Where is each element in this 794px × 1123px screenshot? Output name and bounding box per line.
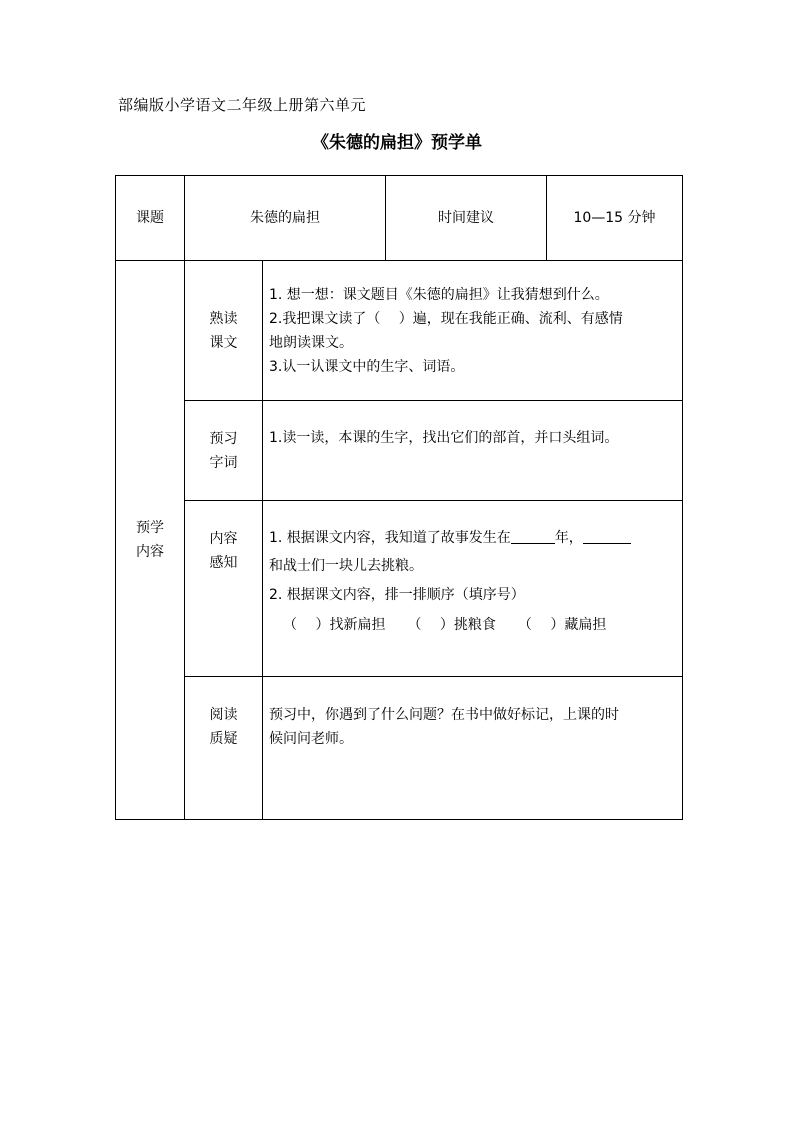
section-row-read: [116, 261, 683, 401]
content-line: [269, 524, 674, 552]
content-line: 地朗读课文。: [269, 334, 353, 351]
doc-title: 《朱德的扁担》预学单: [312, 133, 482, 153]
order-option[interactable]: （ ）找新扁担: [283, 617, 386, 633]
section-label-read: [185, 261, 263, 401]
section-row-questions: [116, 677, 683, 820]
label-line: 内容: [209, 531, 238, 547]
section-label-comprehension: [185, 501, 263, 677]
label-line: 感知: [209, 555, 238, 571]
topic-value: 朱德的扁担: [185, 176, 386, 261]
section-content-questions: [263, 677, 683, 820]
label-line: 预习: [209, 430, 238, 447]
label-line: 质疑: [209, 731, 238, 747]
section-content-read: [263, 261, 683, 401]
content-line: 候问问老师。: [269, 731, 353, 747]
section-label-preview: [116, 261, 185, 820]
topic-label: 课题: [116, 176, 185, 261]
content-line: 2.我把课文读了（ ）遍，现在我能正确、流利、有感情: [269, 310, 623, 327]
header-row: [116, 176, 683, 261]
content-line: 1.读一读，本课的生字，找出它们的部首，并口头组词。: [269, 430, 619, 446]
line-text: 1. 根据课文内容，我知道了故事发生在: [269, 530, 511, 546]
content-line: 1. 想一想：课文题目《朱德的扁担》让我猜想到什么。: [269, 286, 609, 303]
section-label-words: [185, 401, 263, 501]
content-line: 和战士们一块儿去挑粮。: [269, 558, 423, 574]
label-line: 字词: [209, 454, 238, 471]
section-content-comprehension: [263, 501, 683, 677]
doc-subtitle: 部编版小学语文二年级上册第六单元: [118, 96, 367, 114]
line-text: 年，: [554, 530, 583, 546]
section-label-questions: [185, 677, 263, 820]
label-line: 课文: [209, 334, 238, 351]
label-line: 阅读: [209, 707, 238, 723]
label-line: 熟读: [209, 310, 238, 327]
content-line: 2. 根据课文内容，排一排顺序（填序号）: [269, 587, 525, 603]
section-label-line: 预学: [136, 520, 164, 536]
time-label: 时间建议: [386, 176, 547, 261]
section-row-comprehension: [116, 501, 683, 677]
content-line: 3.认一认课文中的生字、词语。: [269, 358, 465, 375]
order-option[interactable]: （ ）挑粮食: [407, 617, 496, 633]
order-option[interactable]: （ ）藏扁担: [517, 617, 607, 633]
section-content-words: [263, 401, 683, 501]
section-row-words: [116, 401, 683, 501]
fill-blank[interactable]: [511, 527, 555, 544]
order-options: [269, 610, 674, 640]
preview-sheet-table: [115, 175, 683, 820]
fill-blank[interactable]: [583, 527, 631, 544]
content-line: 预习中，你遇到了什么问题？在书中做好标记，上课的时: [269, 707, 619, 723]
section-label-line: 内容: [136, 544, 164, 560]
time-value: 10—15 分钟: [547, 176, 683, 261]
